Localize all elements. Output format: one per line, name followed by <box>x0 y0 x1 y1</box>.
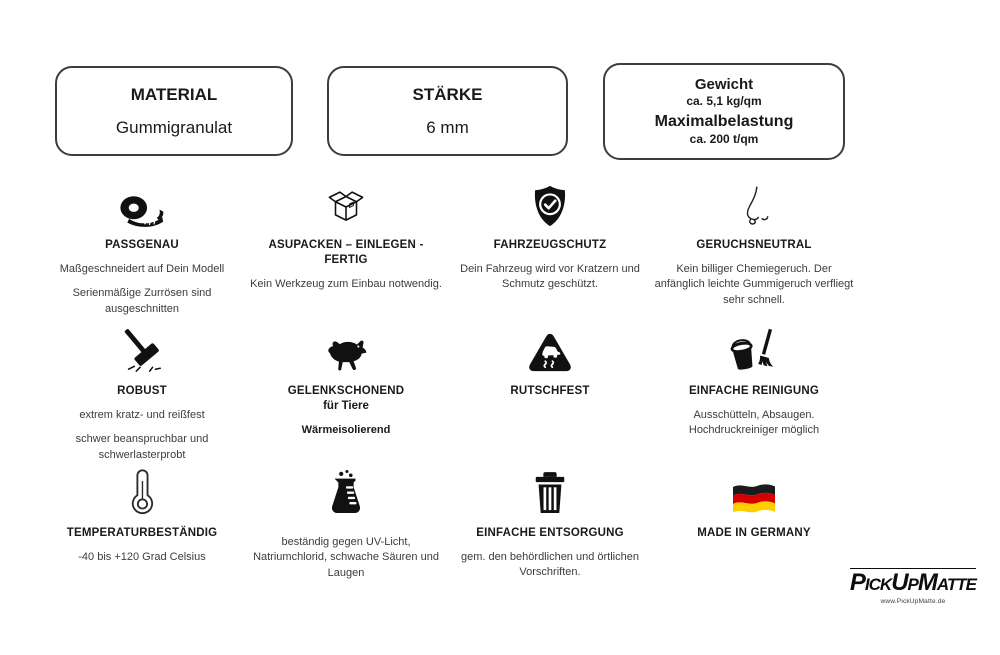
material-title: MATERIAL <box>130 84 218 104</box>
thermometer-icon <box>126 466 158 516</box>
feature-title: ROBUST <box>117 385 167 397</box>
feature-subtitle: für Tiere <box>323 399 369 412</box>
feature-einfache-entsorgung <box>448 466 652 626</box>
feature-passgenau <box>40 178 244 324</box>
material-value: Gummigranulat <box>115 117 233 137</box>
slippery-road-warning-icon <box>527 324 573 374</box>
feature-fahrzeugschutz <box>448 178 652 324</box>
spec-box-weight <box>603 63 845 160</box>
weight-title: Gewicht <box>694 75 754 93</box>
feature-gelenkschonend <box>244 324 448 466</box>
brand-website: www.PickUpMatte.de <box>880 598 946 605</box>
brand-logo <box>850 568 976 605</box>
feature-text: schwer beanspruchbar und schwerlasterprobt <box>75 433 209 461</box>
thickness-value: 6 mm <box>426 117 469 137</box>
feature-chemikalienbestaendig <box>244 466 448 626</box>
open-box-icon <box>325 178 367 228</box>
jumping-dog-icon <box>323 324 369 374</box>
brand-wordmark: PickUpMatte <box>849 569 976 596</box>
feature-temperaturbestaendig <box>40 466 244 626</box>
feature-text: Serienmäßige Zurrösen sind ausgeschnitten <box>72 287 212 315</box>
german-flag-icon <box>730 466 778 516</box>
weight-value: ca. 5,1 kg/qm <box>686 93 762 108</box>
feature-text: Ausschütteln, Absaugen. Hochdruckreiniger möglich <box>688 408 820 437</box>
feature-title: EINFACHE ENTSORGUNG <box>476 527 624 539</box>
feature-auspacken <box>244 178 448 324</box>
feature-text: Dein Fahrzeug wird vor Kratzern und Schmutz geschützt. <box>460 262 640 291</box>
feature-title: FAHRZEUGSCHUTZ <box>493 239 607 251</box>
feature-robust <box>40 324 244 466</box>
thickness-title: STÄRKE <box>412 84 483 104</box>
feature-text: Wärmeisolierend <box>301 423 391 436</box>
feature-title: GELENKSCHONEND <box>287 385 405 397</box>
spec-box-material <box>55 66 293 156</box>
maxload-title: Maximalbelastung <box>654 112 794 130</box>
feature-title: GERUCHSNEUTRAL <box>696 239 812 251</box>
feature-title: PASSGENAU <box>105 239 179 251</box>
feature-title: TEMPERATURBESTÄNDIG <box>66 527 218 539</box>
sledgehammer-icon <box>119 324 165 374</box>
nose-icon <box>737 178 771 228</box>
feature-title: ASUPACKEN – EINLEGEN - FERTIG <box>268 239 424 266</box>
feature-text: extrem kratz- und reißfest <box>79 408 205 421</box>
feature-text: Kein Werkzeug zum Einbau notwendig. <box>250 277 442 290</box>
feature-text: gem. den behördlichen und örtlichen Vorschriften. <box>461 550 639 579</box>
feature-geruchsneutral <box>652 178 856 324</box>
feature-title: EINFACHE REINIGUNG <box>688 385 820 397</box>
feature-text: Kein billiger Chemiegeruch. Der anfänglich leichte Gummigeruch verfliegt sehr schnell. <box>654 262 854 306</box>
feature-text: beständig gegen UV-Licht, Natriumchlorid, schwache Säuren und Laugen <box>253 536 439 579</box>
feature-grid <box>40 178 856 626</box>
trash-bin-icon <box>531 466 569 516</box>
feature-text: -40 bis +120 Grad Celsius <box>78 550 206 563</box>
feature-title: RUTSCHFEST <box>510 385 590 397</box>
feature-rutschfest <box>448 324 652 466</box>
maxload-value: ca. 200 t/qm <box>689 132 759 147</box>
feature-title: MADE IN GERMANY <box>697 527 811 539</box>
beaker-icon <box>325 466 367 516</box>
feature-made-in-germany <box>652 466 856 626</box>
bucket-broom-icon <box>729 324 779 374</box>
feature-einfache-reinigung <box>652 324 856 466</box>
spec-box-thickness <box>327 66 568 156</box>
feature-text: Maßgeschneidert auf Dein Modell <box>59 262 225 275</box>
shield-check-icon <box>529 178 571 228</box>
tape-measure-icon <box>118 178 166 228</box>
